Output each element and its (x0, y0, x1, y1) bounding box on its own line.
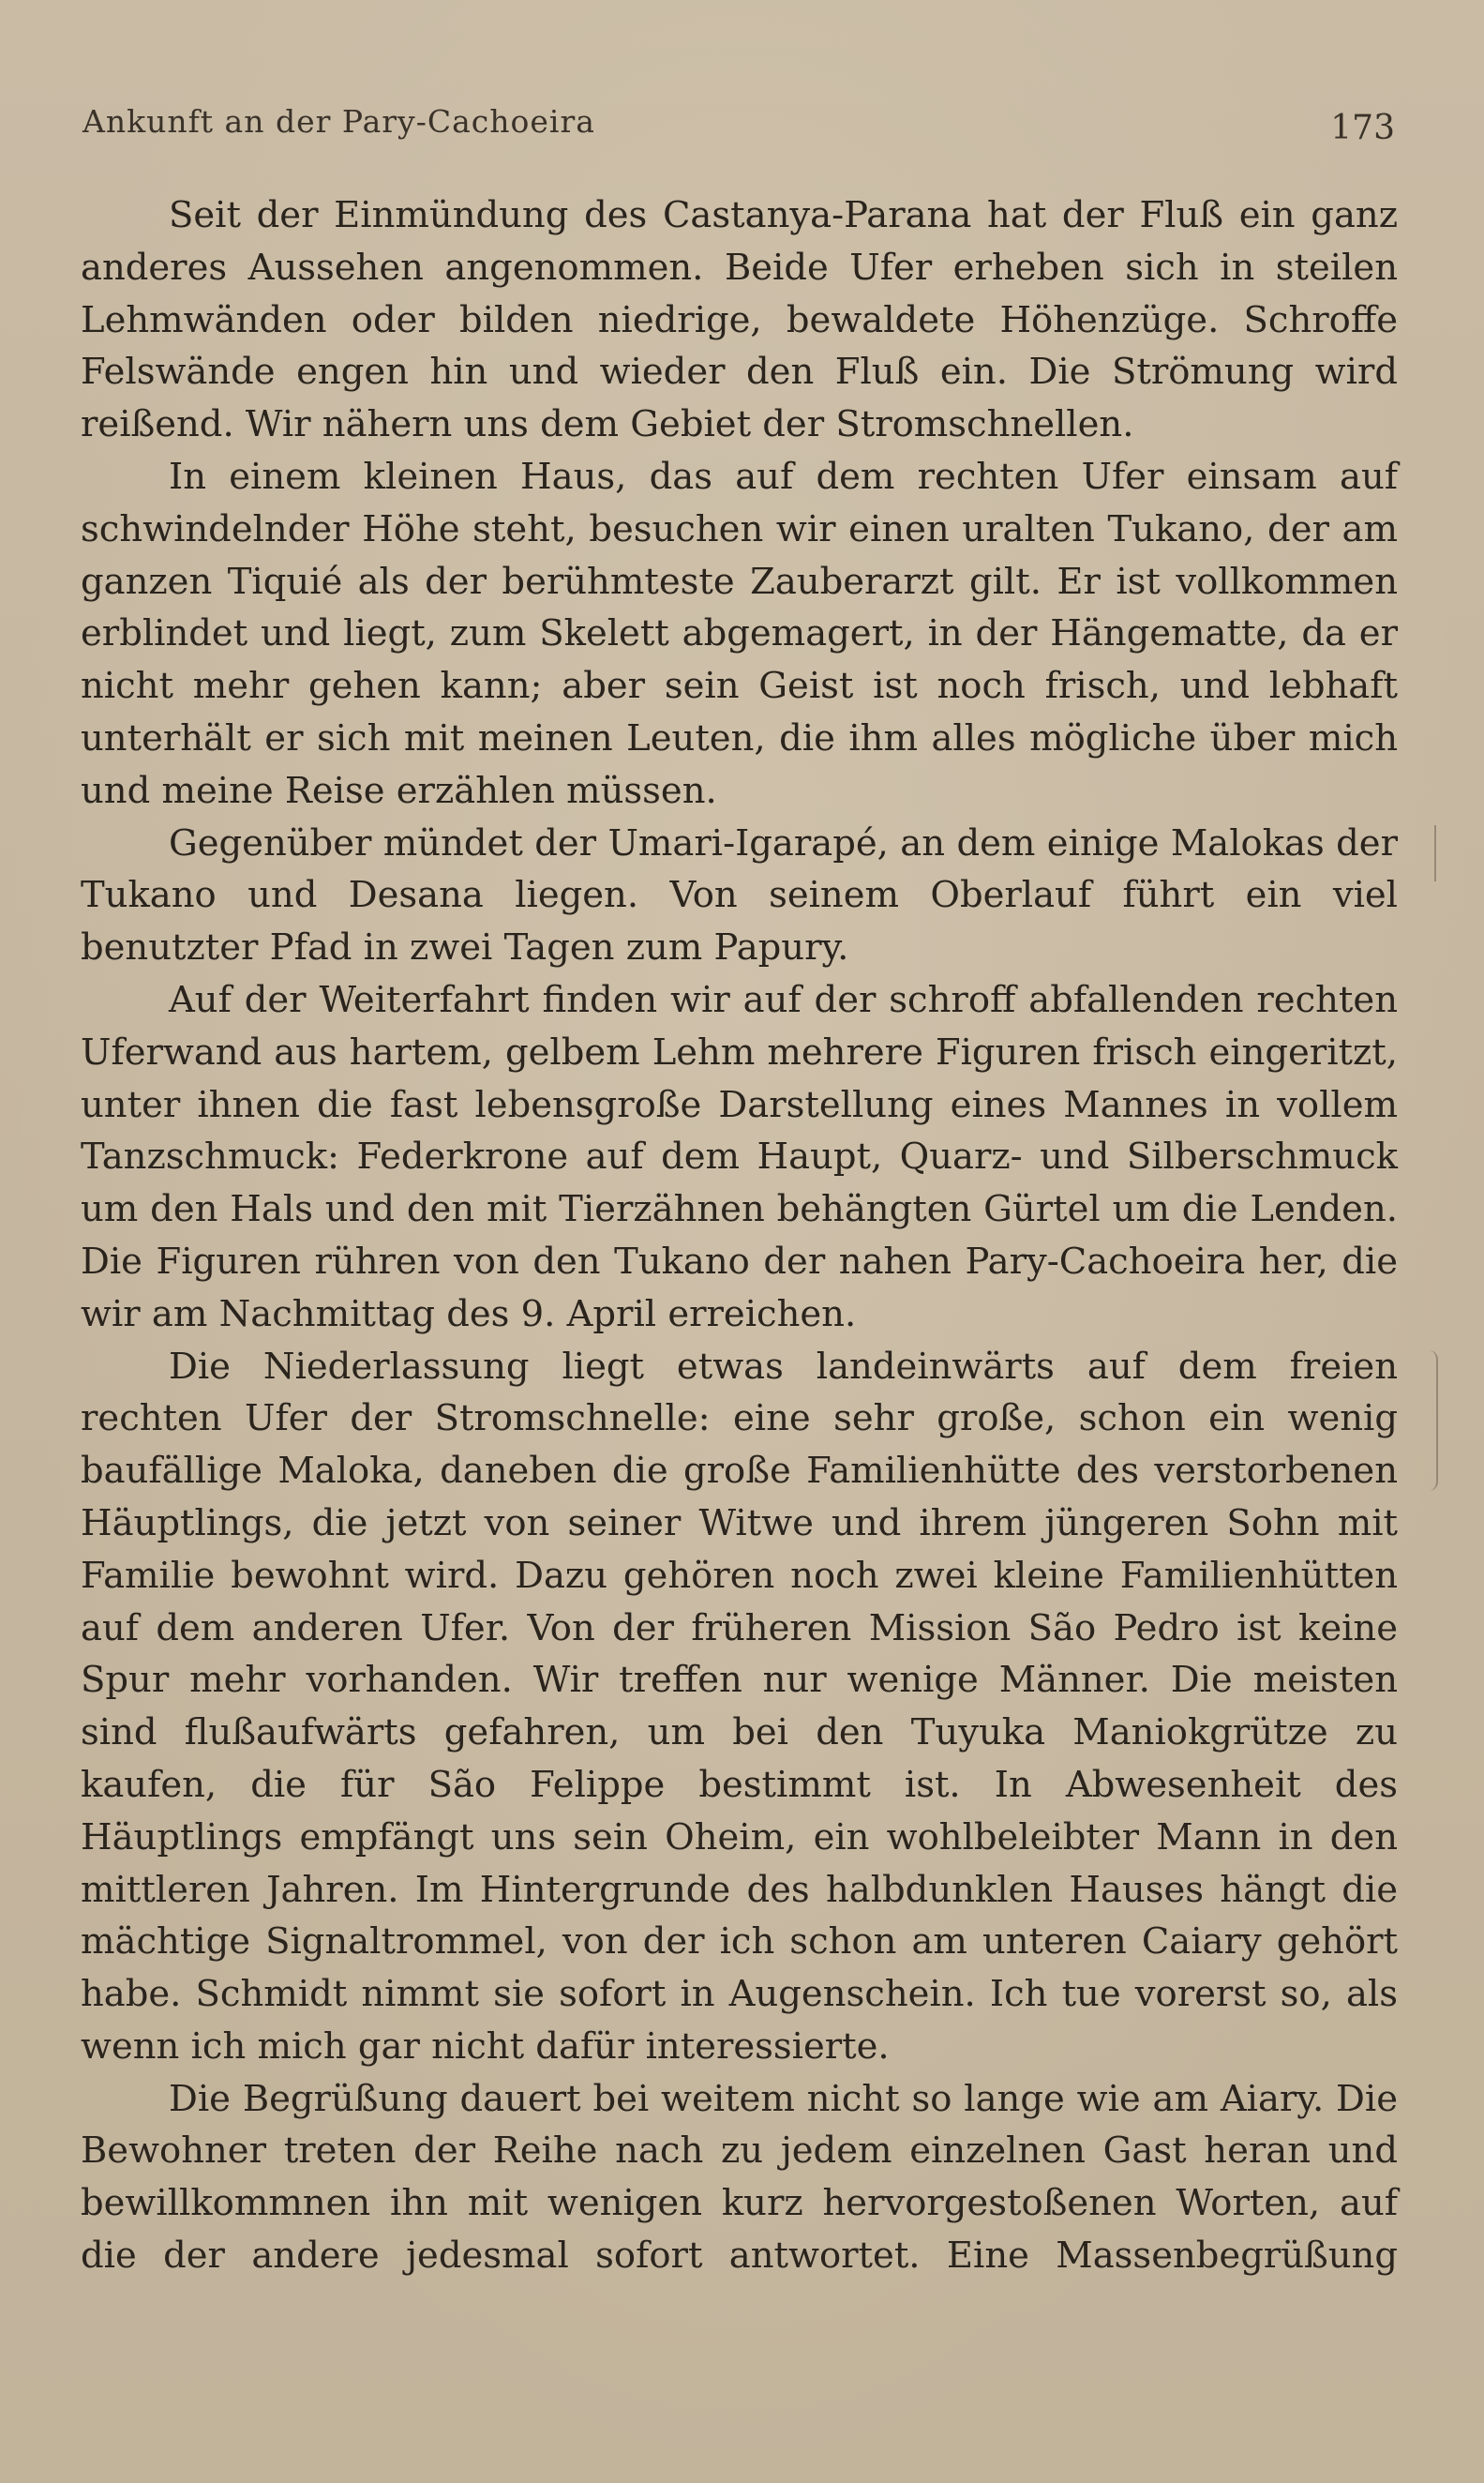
paragraph: Auf der Weiterfahrt finden wir auf der schroff abfallenden rechten Uferwand aus hartem, gelbem Lehm mehrere Figuren frisch eingeritzt, unter ihnen die fast lebensgroße Darstellung eines Mannes in vollem Tanzschmuck: Federkrone auf dem Haupt, Quarz- und Silberschmuck um den Hals und den mit Tierzähnen behängten Gürtel um die Lenden. Die Figuren rühren von den Tukano der nahen Pary-Cachoeira her, die wir am Nachmittag des 9. April erreichen. (81, 978, 1398, 1335)
page-number: 173 (1330, 109, 1395, 147)
paragraph: Seit der Einmündung des Castanya-Parana hat der Fluß ein ganz anderes Aussehen angenommen. Beide Ufer erheben sich in steilen Lehmwänden oder bilden niedrige, bewaldete Höhenzüge. Schroffe Felswände engen hin und wieder den Fluß ein. Die Strömung wird reißend. Wir nähern uns dem Gebiet der Stromschnellen. (81, 194, 1398, 446)
paragraph: Die Begrüßung dauert bei weitem nicht so lange wie am Aiary. Die Bewohner treten der Reihe nach zu jedem einzelnen Gast heran und bewillkommnen ihn mit wenigen kurz hervorgestoßenen Worten, auf die der andere jedesmal sofort antwortet. Eine Massenbegrüßung (81, 2077, 1398, 2278)
page-header (82, 103, 1395, 150)
margin-pencil-mark (1429, 1350, 1438, 1491)
paragraph: Die Niederlassung liegt etwas landeinwärts auf dem freien rechten Ufer der Stromschnelle: eine sehr große, schon ein wenig baufällige Maloka, daneben die große Familienhütte des verstorbenen Häuptlings, die jetzt von seiner Witwe und ihrem jüngeren Sohn mit Familie bewohnt wird. Dazu gehören noch zwei kleine Familienhütten auf dem anderen Ufer. Von der früheren Mission São Pedro ist keine Spur mehr vorhanden. Wir treffen nur wenige Männer. Die meisten sind flußaufwärts gefahren, um bei den Tuyuka Maniokgrütze zu kaufen, die für São Felippe bestimmt ist. In Abwesenheit des Häuptlings empfängt uns sein Oheim, ein wohlbeleibter Mann in den mittleren Jahren. Im Hintergrunde des halbdunklen Hauses hängt die mächtige Signaltrommel, von der ich schon am unteren Caiary gehört habe. Schmidt nimmt sie sofort in Augenschein. Ich tue vorerst so, als wenn ich mich gar nicht dafür interessierte. (81, 1345, 1398, 2068)
paragraph: Gegenüber mündet der Umari-Igarapé, an dem einige Malokas der Tukano und Desana liegen. Von seinem Oberlauf führt ein viel benutzter Pfad in zwei Tagen zum Papury. (81, 821, 1398, 970)
paragraph: In einem kleinen Haus, das auf dem rechten Ufer einsam auf schwindelnder Höhe steht, besuchen wir einen uralten Tukano, der am ganzen Tiquié als der berühmteste Zauberarzt gilt. Er ist vollkommen erblindet und liegt, zum Skelett abgemagert, in der Hängematte, da er nicht mehr gehen kann; aber sein Geist ist noch frisch, und lebhaft unterhält er sich mit meinen Leuten, die ihm alles mögliche über mich und meine Reise erzählen müssen. (81, 455, 1398, 812)
margin-pencil-mark (1432, 825, 1436, 881)
body-text (81, 189, 1398, 2282)
running-head: Ankunft an der Pary-Cachoeira (82, 103, 595, 140)
